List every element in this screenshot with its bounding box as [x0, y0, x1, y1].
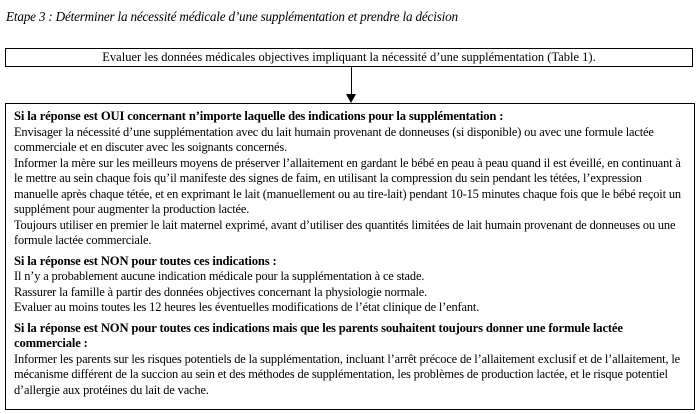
section-heading: Si la réponse est OUI concernant n’importe laquelle des indications pour la supplémentation : [14, 109, 504, 123]
section-paragraph: Informer les parents sur les risques potentiels de la supplémentation, incluant l’arrêt précoce de l’allaitement exclusif et de l’allaitement, le mécanisme différent de la succion au sein et des méthodes de supplémentation, les problèmes de production lactée, et le risque potentiel d’allergie aux protéines du lait de vache. [14, 351, 681, 397]
evaluate-box: Evaluer les données médicales objectives impliquant la nécessité d’une supplémentation (Table 1). [5, 48, 693, 67]
section-paragraph: Il n’y a probablement aucune indication médicale pour la supplémentation à ce stade. [14, 269, 425, 283]
section-non [14, 254, 686, 316]
down-arrow-icon [346, 94, 356, 103]
section-oui [14, 109, 686, 249]
section-non-parents [14, 321, 686, 399]
section-paragraph: Envisager la nécessité d’une supplémentation avec du lait humain provenant de donneuses (si disponible) ou avec une formule lactée commerciale et en discuter avec les soignants concernés. [14, 124, 654, 154]
page-title: Etape 3 : Déterminer la nécessité médicale d’une supplémentation et prendre la décision [6, 9, 458, 24]
section-paragraph: Evaluer au moins toutes les 12 heures les éventuelles modifications de l’état clinique de l’enfant. [14, 300, 480, 314]
section-heading: Si la réponse est NON pour toutes ces indications mais que les parents souhaitent toujours donner une formule lactée commerciale : [14, 320, 623, 350]
section-paragraph: Toujours utiliser en premier le lait maternel exprimé, avant d’utiliser des quantités limitées de lait humain provenant de donneuses ou une formule lactée commerciale. [14, 217, 676, 247]
section-paragraph: Informer la mère sur les meilleurs moyens de préserver l’allaitement en gardant le bébé en peau à peau quand il est éveillé, en continuant à le mettre au sein chaque fois qu’il manifeste des signes de faim, en utilisant la compression du sein pendant les tétées, l’expression manuelle après chaque tétée, et en exprimant le lait (manuellement ou au tire-lait) pendant 10-15 minutes chaque fois que le bébé reçoit un supplément pour augmenter la production lactée. [14, 155, 681, 216]
decision-box [5, 103, 695, 410]
down-arrow-icon-line [351, 67, 352, 95]
section-paragraph: Rassurer la famille à partir des données objectives concernant la physiologie normale. [14, 284, 428, 299]
section-heading: Si la réponse est NON pour toutes ces indications : [14, 253, 277, 268]
